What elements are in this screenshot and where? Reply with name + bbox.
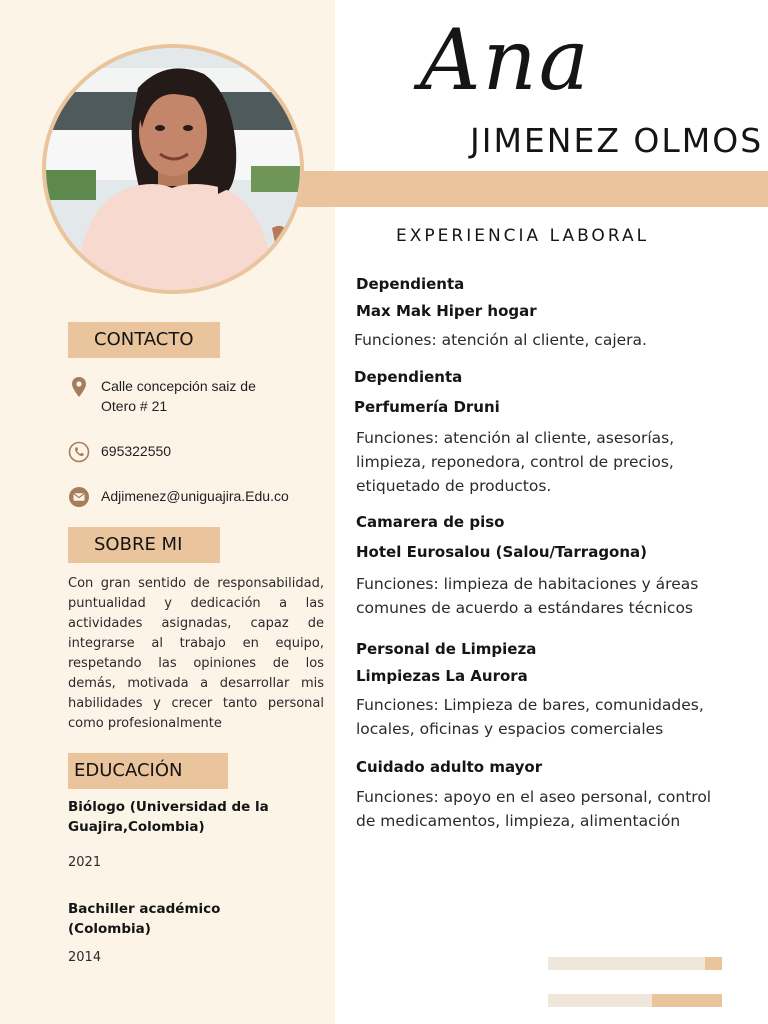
accent-band [290, 171, 768, 207]
job-description: Funciones: Limpieza de bares, comunidades, locales, oficinas y espacios comerciales [356, 696, 704, 738]
job-description: Funciones: limpieza de habitaciones y áreas comunes de acuerdo a estándares técnicos [356, 575, 699, 617]
decor-bar [548, 957, 722, 970]
decor-bar-fill [652, 994, 722, 1007]
contact-phone [68, 441, 171, 463]
job-company: Max Mak Hiper hogar [356, 302, 537, 320]
job-title: Personal de Limpieza [356, 640, 537, 658]
job-description: Funciones: atención al cliente, asesorías, limpieza, reponedora, control de precios, etiquetado de productos. [356, 429, 675, 495]
first-name: Ana [420, 11, 591, 109]
address-text: Calle concepción saiz de Otero # 21 [101, 378, 256, 414]
about-section-header: SOBRE MI [68, 527, 220, 563]
education-item-year: 2014 [68, 950, 102, 965]
job-title: Camarera de piso [356, 513, 505, 531]
contact-address [68, 376, 281, 416]
profile-photo-illustration [46, 48, 300, 290]
education-item-title: Biólogo (Universidad de la Guajira,Colombia) [68, 799, 269, 835]
profile-photo [46, 48, 300, 290]
last-name: JIMENEZ OLMOS [470, 121, 764, 160]
job-company: Perfumería Druni [354, 398, 500, 416]
decor-bar-fill [705, 957, 722, 970]
job-description: Funciones: apoyo en el aseo personal, control de medicamentos, limpieza, alimentación [356, 788, 712, 830]
experience-section-header: EXPERIENCIA LABORAL [396, 226, 650, 246]
phone-text: 695322550 [101, 443, 172, 459]
job-company: Hotel Eurosalou (Salou/Tarragona) [356, 543, 648, 561]
map-pin-icon [68, 376, 90, 398]
about-text: Con gran sentido de responsabilidad, puntualidad y dedicación a las actividades asignadas, capaz de integrarse al trabajo en equipo, respetando las opiniones de los demás, motivada a desarrollar mis habilidades y crecer tanto personal como profesionalmente [68, 576, 324, 731]
job-title: Dependienta [354, 368, 463, 386]
job-title: Cuidado adulto mayor [356, 758, 543, 776]
contact-section-header: CONTACTO [68, 322, 220, 358]
job-title: Dependienta [356, 275, 465, 293]
job-description: Funciones: atención al cliente, cajera. [354, 331, 647, 349]
contact-email [68, 486, 289, 508]
decor-bar [548, 994, 722, 1007]
profile-photo-frame [42, 44, 304, 294]
phone-icon [68, 441, 90, 463]
education-item-year: 2021 [68, 855, 102, 870]
education-section-header: EDUCACIÓN [68, 753, 228, 789]
job-company: Limpiezas La Aurora [356, 667, 528, 685]
education-item-title: Bachiller académico (Colombia) [68, 901, 221, 937]
email-link[interactable]: Adjimenez@uniguajira.Edu.co [101, 488, 289, 504]
mail-icon [68, 486, 90, 508]
